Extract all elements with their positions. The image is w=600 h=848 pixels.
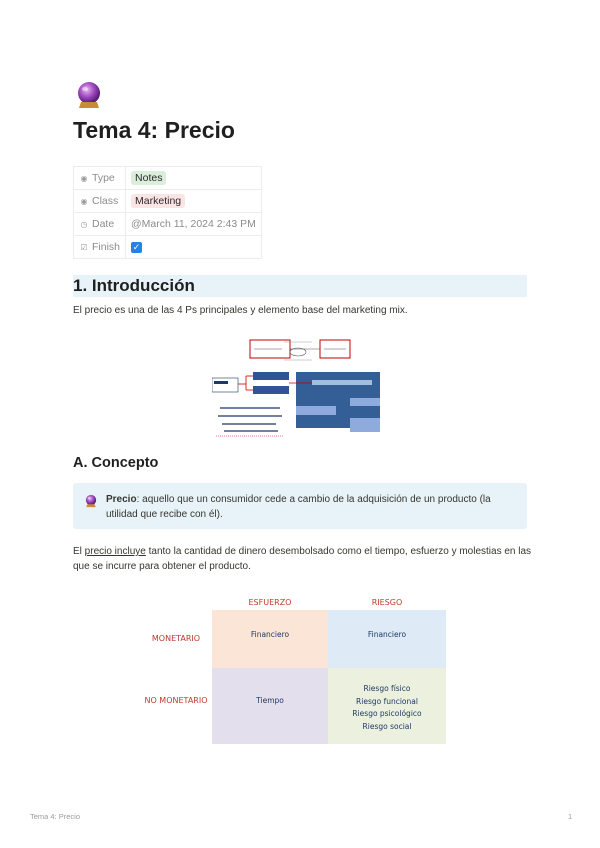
footer-title: Tema 4: Precio [30, 812, 81, 821]
precio-callout [73, 483, 527, 529]
risk-item: Riesgo psicológico [352, 709, 422, 718]
property-key: Class [92, 195, 119, 207]
page-number: 1 [568, 812, 573, 821]
page-title: Tema 4: Precio [73, 117, 235, 143]
row-header-monetario: MONETARIO [151, 634, 201, 643]
finish-checkbox[interactable]: ✓ [132, 242, 141, 252]
price-cost-matrix-image [140, 590, 450, 750]
callout-term: Precio [106, 494, 137, 505]
precio-incluye-link[interactable]: precio incluye [84, 546, 146, 557]
property-date[interactable] [74, 213, 262, 236]
section-heading-concepto: A. Concepto [73, 455, 159, 471]
property-key: Type [92, 172, 115, 184]
cell-monetario-riesgo: Financiero [328, 610, 446, 668]
circle-dot-icon: ◉ [80, 174, 88, 183]
risk-item: Riesgo social [362, 721, 412, 731]
section-heading-introduccion: 1. Introducción [73, 275, 527, 297]
cell-no-monetario-esfuerzo: Tiempo [212, 668, 328, 744]
type-tag[interactable]: Notes [131, 171, 166, 185]
property-finish[interactable] [74, 236, 262, 259]
class-tag[interactable]: Marketing [131, 194, 185, 208]
property-type[interactable] [74, 167, 262, 190]
column-header-esfuerzo: ESFUERZO [248, 598, 292, 607]
risk-item: Riesgo funcional [356, 696, 418, 706]
paragraph-text: tanto la cantidad de dinero desembolsado como el tiempo, esfuerzo y molestias en las que se incurre para obtener el producto. [73, 546, 532, 572]
row-header-no-monetario: NO MONETARIO [144, 696, 208, 705]
crystal-ball-icon [74, 80, 104, 110]
callout-text [106, 492, 511, 522]
properties-table [73, 166, 262, 259]
risk-item: Riesgo físico [363, 684, 411, 693]
clock-icon: ◷ [80, 220, 88, 229]
callout-definition: : aquello que un consumidor cede a cambio de la adquisición de un producto (la utilidad que recibe con él). [106, 494, 491, 520]
property-class[interactable] [74, 190, 262, 213]
property-key: Date [92, 218, 115, 230]
cell-monetario-esfuerzo: Financiero [212, 610, 328, 668]
cell-no-monetario-riesgo [328, 668, 446, 744]
property-key: Finish [92, 241, 121, 253]
concepto-paragraph [73, 544, 533, 574]
paragraph-text: El [73, 546, 85, 557]
date-value[interactable]: @March 11, 2024 2:43 PM [131, 218, 256, 230]
intro-paragraph: El precio es una de las 4 Ps principales y elemento base del marketing mix. [73, 305, 408, 316]
crystal-ball-icon [84, 494, 98, 508]
marketing-mix-diagram-image [212, 336, 384, 440]
circle-dot-icon: ◉ [80, 197, 88, 206]
column-header-riesgo: RIESGO [371, 598, 403, 607]
checkbox-icon: ☑ [80, 243, 88, 252]
